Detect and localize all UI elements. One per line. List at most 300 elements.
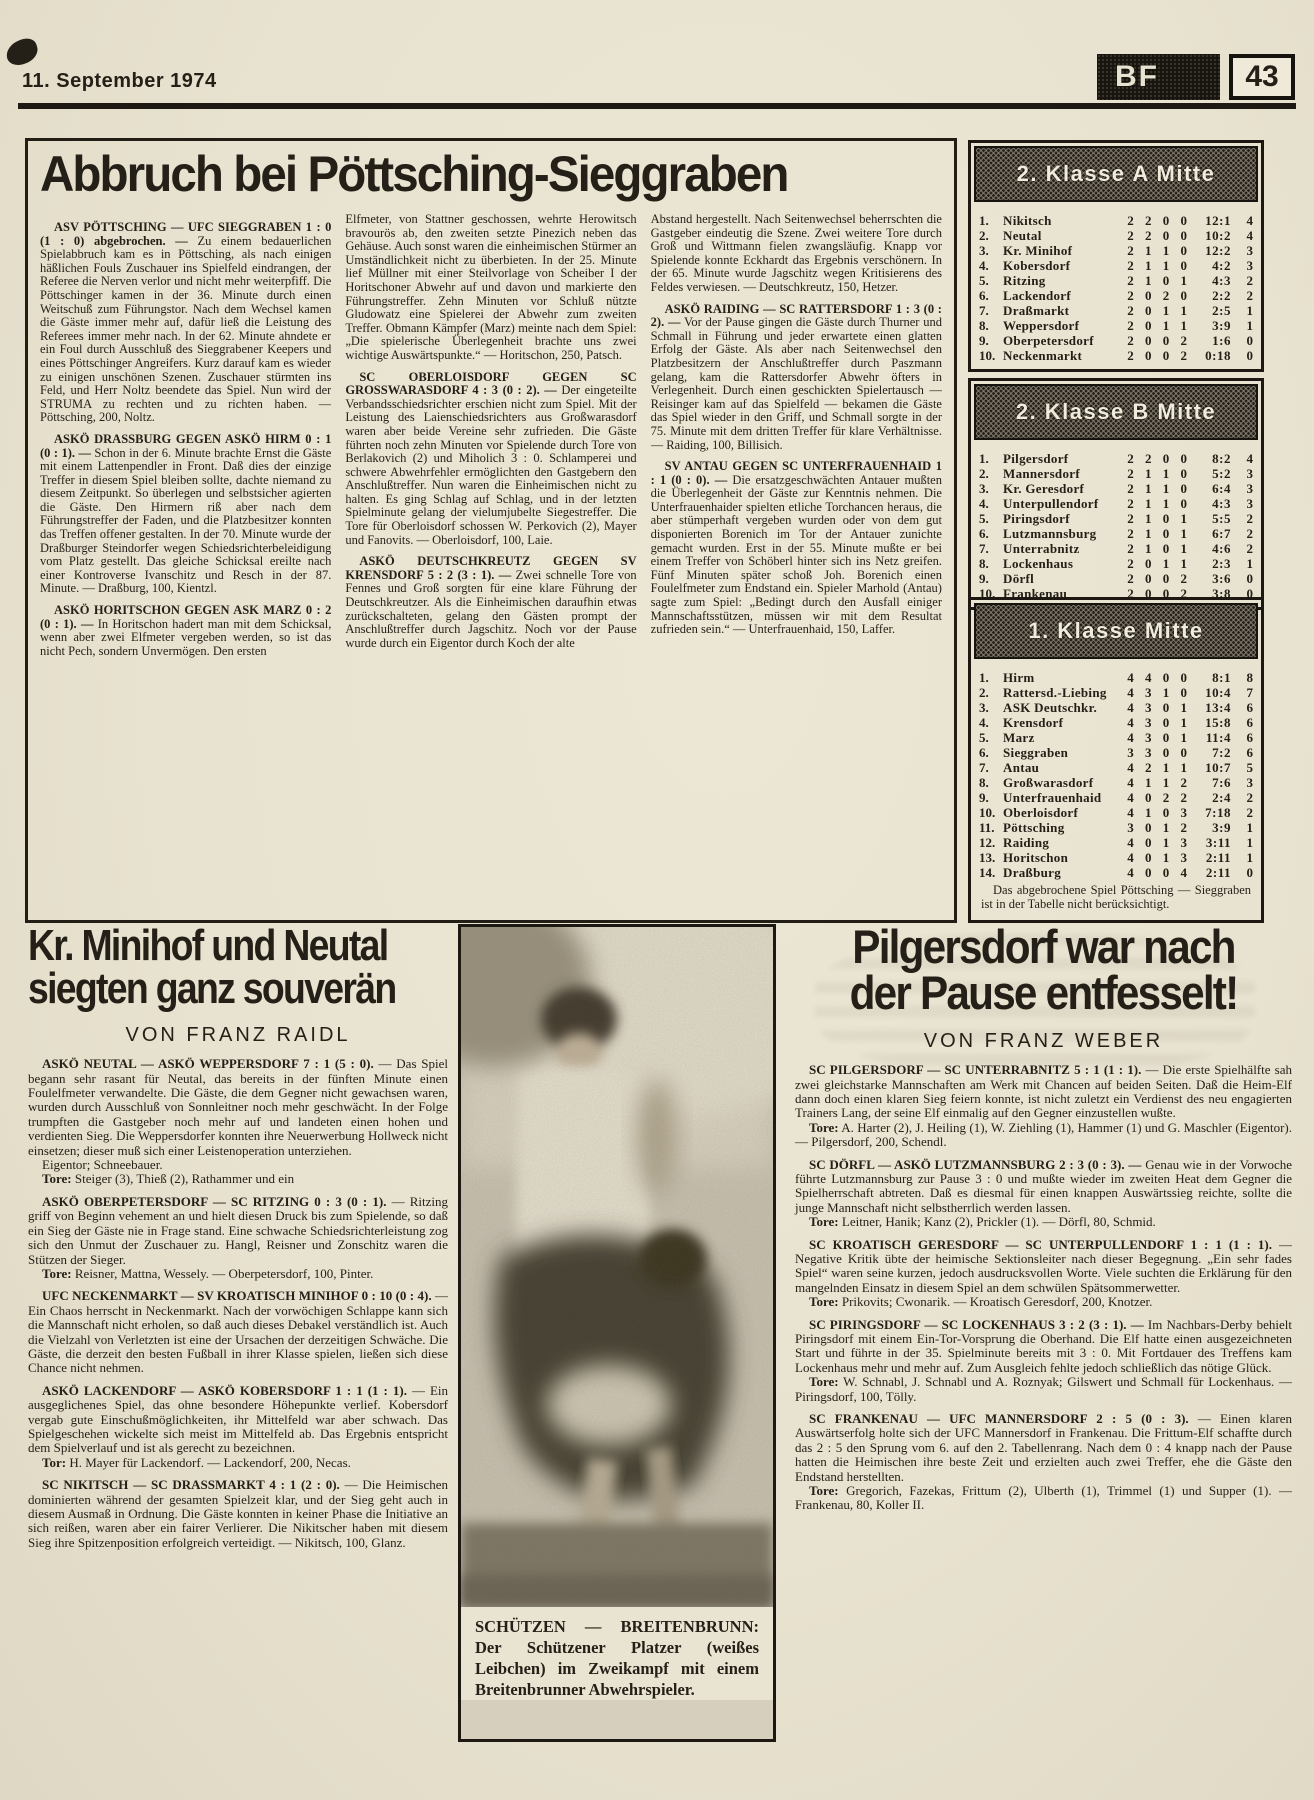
rank: 8. — [979, 556, 989, 571]
table-row — [979, 850, 1253, 865]
goal-ratio: 7:6 — [1212, 775, 1231, 790]
record: 4 0 2 2 — [1127, 790, 1191, 805]
goal-ratio: 15:8 — [1205, 715, 1231, 730]
match-lead: Tor: — [42, 1454, 67, 1470]
rank: 2. — [979, 466, 989, 481]
right-article-body — [795, 1063, 1292, 1513]
points: 7 — [1246, 685, 1253, 700]
left-article-body — [28, 1057, 448, 1550]
record: 2 0 0 2 — [1127, 333, 1191, 348]
goal-ratio: 11:4 — [1205, 730, 1231, 745]
header-rule — [18, 103, 1296, 109]
match-lead: SC FRANKENAU — UFC MANNERSDORF 2 : 5 (0 : 3). — [809, 1411, 1189, 1427]
paragraph-text: W. Schnabl, J. Schnabl und A. Roznyak; Gilswert und Schmall für Lockenhaus. — Piringsdorf, 100, Tölly. — [795, 1374, 1292, 1404]
paragraph-text: Abstand hergestellt. Nach Seitenwechsel beherrschten die Gastgeber eindeutig die Szene. Zwei weitere Tore durch Groß und Wittmann fielen zwangsläufig. Knapp vor Spielende konnte Eckhardt das Ergebnis verschönern. In der 65. Minute wurde Jagschitz wegen Kritisierens des Feldes verwiesen. — Deutschkreutz, 150, Hetzer. — [650, 213, 942, 294]
table-rows — [971, 662, 1261, 882]
paragraph — [651, 303, 942, 453]
record: 2 0 1 1 — [1127, 556, 1191, 571]
paragraph — [795, 1375, 1292, 1404]
team-name: Horitschon — [1003, 850, 1069, 865]
paragraph — [795, 1158, 1292, 1216]
paragraph — [345, 213, 636, 363]
table-row — [979, 571, 1253, 586]
record: 4 3 0 1 — [1127, 700, 1191, 715]
record: 4 1 0 3 — [1127, 805, 1191, 820]
main-article-columns — [28, 205, 954, 658]
table-row — [979, 303, 1253, 318]
main-headline: Abbruch bei Pöttsching-Sieggraben — [40, 146, 788, 202]
record: 2 2 0 0 — [1127, 451, 1191, 466]
goal-ratio: 4:6 — [1212, 541, 1231, 556]
points: 3 — [1246, 481, 1253, 496]
rank: 1. — [979, 451, 989, 466]
match-lead: SC PIRINGSDORF — SC LOCKENHAUS 3 : 2 (3 : 1). — — [809, 1316, 1144, 1332]
match-lead: ASV PÖTTSCHING — UFC SIEGGRABEN 1 : 0 (1 : 0) abgebrochen. — — [40, 220, 332, 248]
match-photo — [461, 927, 773, 1607]
record: 2 2 0 0 — [1127, 228, 1191, 243]
rank: 3. — [979, 481, 989, 496]
table-row — [979, 466, 1253, 481]
paragraph-text: — Negative Kritik übte der heimische Sektionsleiter nach dieser Begegnung. „Ein sehr fades Spiel“ waren seine kurzen, jedoch ausdrucksvollen Worte. Viele suchten die Erklärung für den mangelnden Einsatz in diesem Spiel an dem schwülen Spätsommerwetter. — [795, 1236, 1292, 1295]
points: 4 — [1246, 451, 1253, 466]
left-article-byline: VON FRANZ RAIDL — [125, 1024, 351, 1047]
match-lead: ASKÖ DEUTSCHKREUTZ GEGEN SV KRENSDORF 5 : 2 (3 : 1). — — [345, 554, 637, 582]
record: 4 4 0 0 — [1127, 670, 1191, 685]
record: 2 1 0 1 — [1127, 511, 1191, 526]
ink-speck — [3, 36, 41, 69]
goal-ratio: 8:2 — [1212, 451, 1231, 466]
team-name: Kr. Geresdorf — [1003, 481, 1085, 496]
match-lead: ASKÖ HORITSCHON GEGEN ASK MARZ 0 : 2 (0 : 1). — — [40, 603, 332, 631]
goal-ratio: 10:2 — [1205, 228, 1231, 243]
points: 1 — [1246, 820, 1253, 835]
team-name: Großwarasdorf — [1003, 775, 1094, 790]
team-name: Neckenmarkt — [1003, 348, 1083, 363]
rank: 5. — [979, 730, 989, 745]
team-name: Neutal — [1003, 228, 1042, 243]
rank: 6. — [979, 745, 989, 760]
points: 6 — [1246, 745, 1253, 760]
goal-ratio: 12:1 — [1205, 213, 1231, 228]
paragraph — [28, 1057, 448, 1158]
rank: 8. — [979, 318, 989, 333]
table-row — [979, 790, 1253, 805]
match-lead: Tore: — [809, 1214, 839, 1230]
table-row — [979, 213, 1253, 228]
goal-ratio: 3:9 — [1212, 318, 1231, 333]
paragraph — [795, 1215, 1292, 1229]
team-name: Unterpullendorf — [1003, 496, 1099, 511]
record: 2 1 0 1 — [1127, 273, 1191, 288]
team-name: Kobersdorf — [1003, 258, 1071, 273]
table-row — [979, 451, 1253, 466]
team-name: Nikitsch — [1003, 213, 1052, 228]
team-name: Oberloisdorf — [1003, 805, 1079, 820]
team-name: Antau — [1003, 760, 1040, 775]
goal-ratio: 8:1 — [1212, 670, 1231, 685]
photo-caption-text: Der Schützener Platzer (weißes Leibchen) im Zweikampf mit einem Breitenbrunner Abwehrspieler. — [475, 1638, 759, 1699]
paragraph — [345, 371, 636, 548]
photo-caption — [461, 1607, 773, 1700]
paragraph-text: H. Mayer für Lackendorf. — Lackendorf, 200, Necas. — [69, 1454, 351, 1470]
points: 5 — [1246, 760, 1253, 775]
paragraph — [795, 1121, 1292, 1150]
paragraph — [795, 1318, 1292, 1376]
points: 8 — [1246, 670, 1253, 685]
table-banner — [974, 146, 1258, 202]
table-title: 1. Klasse Mitte — [1028, 618, 1204, 643]
rank: 4. — [979, 496, 989, 511]
record: 4 3 0 1 — [1127, 730, 1191, 745]
rank: 10. — [979, 805, 996, 820]
left-article — [28, 921, 449, 1550]
points: 3 — [1246, 243, 1253, 258]
points: 4 — [1246, 213, 1253, 228]
table-footnote: Das abgebrochene Spiel Pöttsching — Sieggraben ist in der Tabelle nicht berücksichtigt. — [981, 883, 1251, 911]
goal-ratio: 6:4 — [1212, 481, 1231, 496]
record: 4 2 1 1 — [1127, 760, 1191, 775]
paragraph — [28, 1456, 448, 1470]
table-title: 2. Klasse A Mitte — [1016, 161, 1216, 186]
goal-ratio: 2:11 — [1205, 850, 1231, 865]
standings-table-2klasse-a — [968, 140, 1264, 372]
points: 2 — [1246, 541, 1253, 556]
goal-ratio: 6:7 — [1212, 526, 1231, 541]
match-lead: Tore: — [42, 1265, 72, 1281]
rank: 9. — [979, 571, 989, 586]
points: 6 — [1246, 715, 1253, 730]
paragraph-text: Elfmeter, von Stattner geschossen, wehrte Herowitsch bravourös ab, den zweiten setzte Pinezich neben das Gehäuse. Auch sonst waren die einheimischen Stürmer an Umständlichkeit nicht zu überbieten. In der 25. Minute lief Müllner mit einer Steilvorlage von Scheiber I der Horitschoner Abwehr auf und davon und markierte den Führungstreffer. Zehn Minuten vor Schluß nützte Gludowatz eine Spielerei der Abwehr zum zweiten Treffer. Obmann Kämpfer (Marz) meinte nach dem Spiel: „Die spielerische Überlegenheit brachte uns zwei wichtige Auswärtspunkte.“ — Horitschon, 250, Patsch. — [345, 213, 637, 362]
table-row — [979, 805, 1253, 820]
match-lead: SC PILGERSDORF — SC UNTERRABNITZ 5 : 1 (1 : 1). — [809, 1062, 1142, 1078]
points: 2 — [1246, 511, 1253, 526]
record: 2 0 0 2 — [1127, 571, 1191, 586]
table-row — [979, 348, 1253, 363]
table-row — [979, 511, 1253, 526]
team-name: Mannersdorf — [1003, 466, 1080, 481]
rank: 14. — [979, 865, 996, 880]
table-row — [979, 273, 1253, 288]
rank: 1. — [979, 670, 989, 685]
paragraph-text: A. Harter (2), J. Heiling (1), W. Ziehling (1), Hammer (1) und G. Maschler (Eigentor). — Pilgersdorf, 200, Schendl. — [795, 1119, 1292, 1150]
team-name: Raiding — [1003, 835, 1050, 850]
team-name: Lutzmannsburg — [1003, 526, 1097, 541]
paragraph-text: Zwei schnelle Tore von Fennes und Groß sorgten für eine klare Führung der Deutschkreutzer. Als die Einheimischen daraufhin etwas zurückschalteten, gelang den Gästen prompt der Anschlußtreffer durch Jagschitz. Noch vor der Pause wurde durch ein Eigentor durch Koch der alte — [345, 567, 637, 650]
match-lead: ASKÖ OBERPETERSDORF — SC RITZING 0 : 3 (0 : 1). — [42, 1193, 387, 1209]
points: 1 — [1246, 303, 1253, 318]
goal-ratio: 4:3 — [1212, 273, 1231, 288]
points: 3 — [1246, 466, 1253, 481]
paragraph-text: Steiger (3), Thieß (2), Rathammer und ein — [74, 1171, 295, 1187]
table-banner — [974, 384, 1258, 440]
goal-ratio: 2:3 — [1212, 556, 1231, 571]
standings-table-1klasse — [968, 597, 1264, 923]
team-name: Lockenhaus — [1003, 556, 1074, 571]
main-article-column-2 — [345, 213, 636, 658]
goal-ratio: 3:9 — [1212, 820, 1231, 835]
rank: 6. — [979, 526, 989, 541]
table-row — [979, 700, 1253, 715]
record: 4 0 0 4 — [1127, 865, 1191, 880]
table-row — [979, 556, 1253, 571]
paragraph-text: Genau wie in der Vorwoche führte Lutzmannsburg zur Pause 3 : 0 und mußte wieder im zweiten Heat dem Gegner die Spielherrschaft abtreten. Daß es diesmal für einen knappen Auswärtssieg reichte, sollte die junge Mannschaft nicht selbstherrlich werden lassen. — [795, 1156, 1293, 1215]
paragraph-text: — Ein ausgeglichenes Spiel, das ohne besondere Höhepunkte verlief. Kobersdorf vergab gute Einschußmöglichkeiten, ihr Mittelfeld war aber schwach. Das Spielgeschehen wickelte sich meist im Mittelfeld ab. Das Ergebnis entspricht dem Spielverlauf und ist als gerecht zu bezeichnen. — [28, 1382, 448, 1456]
paragraph-text: Leitner, Hanik; Kanz (2), Prickler (1). — Dörfl, 80, Schmid. — [841, 1214, 1156, 1230]
paragraph — [28, 1384, 448, 1456]
table-row — [979, 775, 1253, 790]
team-name: Rattersd.-Liebing — [1003, 685, 1107, 700]
goal-ratio: 3:11 — [1205, 835, 1231, 850]
goal-ratio: 3:6 — [1212, 571, 1231, 586]
table-row — [979, 760, 1253, 775]
goal-ratio: 10:7 — [1205, 760, 1231, 775]
team-name: ASK Deutschkr. — [1003, 700, 1098, 715]
main-article-column-3 — [651, 213, 942, 658]
match-lead: Tore: — [809, 1483, 839, 1499]
points: 3 — [1246, 258, 1253, 273]
table-row — [979, 333, 1253, 348]
edition-badge-label: BF — [1115, 60, 1159, 93]
table-title: 2. Klasse B Mitte — [1015, 399, 1217, 424]
paragraph — [795, 1412, 1292, 1484]
record: 2 0 0 2 — [1127, 586, 1191, 601]
rank: 12. — [979, 835, 996, 850]
table-row — [979, 745, 1253, 760]
points: 3 — [1246, 775, 1253, 790]
record: 2 1 1 0 — [1127, 481, 1191, 496]
points: 2 — [1246, 805, 1253, 820]
goal-ratio: 2:5 — [1212, 303, 1231, 318]
team-name: Marz — [1003, 730, 1035, 745]
goal-ratio: 7:2 — [1212, 745, 1231, 760]
points: 6 — [1246, 730, 1253, 745]
rank: 1. — [979, 213, 989, 228]
match-lead: ASKÖ NEUTAL — ASKÖ WEPPERSDORF 7 : 1 (5 : 0). — [42, 1056, 374, 1072]
left-article-headline-line2: siegten ganz souverän — [28, 964, 396, 1014]
paragraph — [795, 1238, 1292, 1296]
match-lead: Tore: — [809, 1374, 839, 1390]
paragraph-text: — Ritzing griff von Beginn vehement an und hielt diesen Druck bis zum Spielende, so daß ein Sieg der Gäste nie in Frage stand. Eine schwache Schiedsrichterleistung zog sich den Unmut der Zuschauer zu. Hangl, Reisner und Zonschitz waren die Stützen der Sieger. — [28, 1193, 449, 1267]
record: 2 1 0 1 — [1127, 541, 1191, 556]
team-name: Weppersdorf — [1003, 318, 1080, 333]
paragraph-text: Der eingeteilte Verbandsschiedsrichter erschien nicht zum Spiel. Mit der Leistung des Laienschiedsrichters aus Großwarasdorf waren aber beide Vereine sehr zufrieden. Die Gäste führten noch zehn Minuten vor Spielende durch Tore von Berlakovich (2) und Miholich 3 : 0. Schlamperei und schwere Abwehrfehler ermöglichten den Gastgebern den Anschlußtreffer. Nun waren die Einheimischen nicht zu halten. Es ging Schlag auf Schlag, und in der letzten Spielminute gelang der vielumjubelte Siegestreffer. Die Tore für Oberloisdorf schossen W. Perkovich (2), Mayer und Fanovits. — Oberloisdorf, 100, Laie. — [345, 383, 637, 547]
photo-caption-lead: SCHÜTZEN — BREITENBRUNN: — [475, 1617, 759, 1636]
points: 0 — [1246, 865, 1253, 880]
table-row — [979, 496, 1253, 511]
table-row — [979, 835, 1253, 850]
table-rows — [971, 443, 1261, 607]
team-name: Frankenau — [1003, 586, 1068, 601]
paragraph-text: Zu einem bedauerlichen Spielabbruch kam es in Pöttsching, als nach einigen häßlichen Fouls Zuschauer ins Spielfeld eindrangen, der Referee die Nerven verlor und nicht mehr weiterpfiff. Die Pöttschinger kamen in der 36. Minute durch einen Weitschuß zum Führungstor. Nach dem Wechsel kamen die Gäste immer mehr auf, dafür ließ die Leistung des Referees immer mehr nach. In der 62. Minute ahndete er ein Foul durch Ausschluß des Sieggrabener Keepers und eines Pöttschinger Angreifers. Kurz darauf kam es wieder zu einigen unschönen Szenen. Zuschauer stürmten ins Feld, und Herr Noltz beendete das Spiel. Nun wird der STRUMA zu rechten und zu richten haben. — Pöttsching, 200, Noltz. — [40, 233, 332, 425]
goal-ratio: 7:18 — [1205, 805, 1231, 820]
rank: 9. — [979, 333, 989, 348]
record: 3 0 1 2 — [1127, 820, 1191, 835]
rank: 8. — [979, 775, 989, 790]
record: 4 0 1 3 — [1127, 835, 1191, 850]
paragraph — [28, 1195, 448, 1267]
table-row — [979, 865, 1253, 880]
table-row — [979, 318, 1253, 333]
standings-table-2klasse-b — [968, 378, 1264, 610]
paragraph-text: Gregorich, Fazekas, Frittum (2), Ulberth (1), Trimmel (1) und Supper (1). — Frankenau, 80, Koller II. — [795, 1483, 1293, 1513]
points: 0 — [1246, 348, 1253, 363]
team-name: Draßburg — [1003, 865, 1062, 880]
match-lead: ASKÖ LACKENDORF — ASKÖ KOBERSDORF 1 : 1 (1 : 1). — [42, 1382, 407, 1398]
points: 1 — [1246, 850, 1253, 865]
photo-box — [458, 924, 776, 1742]
goal-ratio: 0:18 — [1205, 348, 1231, 363]
table-row — [979, 730, 1253, 745]
record: 2 0 0 2 — [1127, 348, 1191, 363]
rank: 7. — [979, 303, 989, 318]
paragraph — [28, 1267, 448, 1281]
rank: 2. — [979, 228, 989, 243]
rank: 4. — [979, 715, 989, 730]
edition-badge — [1097, 54, 1220, 100]
rank: 2. — [979, 685, 989, 700]
table-row — [979, 715, 1253, 730]
paragraph — [28, 1478, 448, 1550]
match-lead: SC DÖRFL — ASKÖ LUTZMANNSBURG 2 : 3 (0 : 3). — — [809, 1156, 1142, 1172]
paragraph — [795, 1484, 1292, 1513]
team-name: Oberpetersdorf — [1003, 333, 1094, 348]
paragraph — [651, 213, 942, 295]
team-name: Unterrabnitz — [1003, 541, 1080, 556]
match-lead: ASKÖ DRASSBURG GEGEN ASKÖ HIRM 0 : 1 (0 : 1). — — [40, 431, 332, 460]
rank: 6. — [979, 288, 989, 303]
match-lead: Tore: — [42, 1171, 72, 1187]
record: 2 1 1 0 — [1127, 258, 1191, 273]
goal-ratio: 4:3 — [1212, 496, 1231, 511]
rank: 10. — [979, 586, 996, 601]
paragraph — [28, 1158, 448, 1172]
match-lead: Tore: — [809, 1294, 839, 1310]
record: 2 1 1 0 — [1127, 466, 1191, 481]
team-name: Piringsdorf — [1003, 511, 1070, 526]
match-lead: SC NIKITSCH — SC DRASSMARKT 4 : 1 (2 : 0). — [42, 1477, 340, 1493]
record: 4 3 0 1 — [1127, 715, 1191, 730]
match-lead: SV ANTAU GEGEN SC UNTERFRAUENHAID 1 : 1 (0 : 0). — — [650, 459, 942, 487]
right-article-byline: VON FRANZ WEBER — [923, 1030, 1164, 1053]
paragraph-text: — Einen klaren Auswärtserfolg holte sich der UFC Mannersdorf in Frankenau. Die Frittum-Elf schaffte durch das 2 : 5 den Sprung vom 6. auf den 2. Tabellenrang. Nach dem 0 : 4 knapp nach der Pause hatten die Heimischen ihre beste Zeit und erzielten auch zwei Treffer, ehe die Gäste den Endstand herstellten. — [795, 1411, 1292, 1484]
record: 4 3 1 0 — [1127, 685, 1191, 700]
rank: 13. — [979, 850, 996, 865]
paragraph — [795, 1295, 1292, 1309]
points: 2 — [1246, 273, 1253, 288]
record: 2 1 1 0 — [1127, 243, 1191, 258]
rank: 3. — [979, 700, 989, 715]
table-row — [979, 670, 1253, 685]
right-article — [795, 920, 1293, 1513]
main-article — [25, 138, 957, 923]
points: 2 — [1246, 288, 1253, 303]
team-name: Ritzing — [1003, 273, 1046, 288]
record: 2 0 1 1 — [1127, 318, 1191, 333]
points: 2 — [1246, 526, 1253, 541]
table-row — [979, 228, 1253, 243]
goal-ratio: 10:4 — [1205, 685, 1231, 700]
goal-ratio: 13:4 — [1205, 700, 1231, 715]
record: 2 2 0 0 — [1127, 213, 1191, 228]
table-banner — [974, 603, 1258, 659]
points: 3 — [1246, 496, 1253, 511]
paragraph — [28, 1172, 448, 1186]
rank: 5. — [979, 273, 989, 288]
paragraph-text: — Das Spiel begann sehr rasant für Neutal, das bereits in der fünften Minute einen Foulelfmeter verwandelte. Die Gäste, die dem Gegner nicht gewachsen waren, wurden durch Ausschluß von Sonnleitner noch mehr geschwächt. In der Folge trumpften die Gastgeber noch mehr auf und landeten einen hohen und verdienten Sieg. Die Weppersdorfer konnten ihre Neuerwerbung Hollweck nicht einsetzen; dieser muß sich einer Leistenoperation unterziehen. — [28, 1056, 449, 1158]
record: 4 0 1 3 — [1127, 850, 1191, 865]
points: 1 — [1246, 556, 1253, 571]
paragraph — [40, 433, 331, 596]
goal-ratio: 2:11 — [1205, 865, 1231, 880]
points: 1 — [1246, 835, 1253, 850]
right-article-headline-line1: Pilgersdorf war nach — [852, 920, 1235, 973]
table-row — [979, 288, 1253, 303]
rank: 10. — [979, 348, 996, 363]
points: 1 — [1246, 318, 1253, 333]
match-lead: Tore: — [809, 1119, 839, 1135]
table-rows — [971, 205, 1261, 369]
paragraph-text: Eigentor; Schneebauer. — [42, 1157, 163, 1173]
rank: 7. — [979, 541, 989, 556]
team-name: Hirm — [1003, 670, 1035, 685]
goal-ratio: 3:8 — [1212, 586, 1231, 601]
match-lead: SC KROATISCH GERESDORF — SC UNTERPULLENDORF 1 : 1 (1 : 1). — [809, 1236, 1273, 1252]
page-date: 11. September 1974 — [22, 70, 217, 92]
paragraph-text: Reisner, Mattna, Wessely. — Oberpetersdorf, 100, Pinter. — [74, 1265, 374, 1281]
table-row — [979, 243, 1253, 258]
goal-ratio: 2:2 — [1212, 288, 1231, 303]
team-name: Sieggraben — [1003, 745, 1069, 760]
goal-ratio: 5:2 — [1212, 466, 1231, 481]
paragraph-text: — Ein Chaos herrscht in Neckenmarkt. Nach der vorwöchigen Schlappe kann sich die Mannschaft nicht erholen, so daß auch dieses Debakel verständlich ist. Auch die Vielzahl von Verletzten ist eine der Ursachen der derzeitigen Schwäche. Die Gäste, die derzeit den besten Fußball in ihrer Klasse spielen, ließen sich diese Chance nicht nehmen. — [28, 1288, 448, 1376]
match-lead: UFC NECKENMARKT — SV KROATISCH MINIHOF 0 : 10 (0 : 4). — [42, 1288, 432, 1304]
goal-ratio: 12:2 — [1205, 243, 1231, 258]
record: 2 1 1 0 — [1127, 496, 1191, 511]
page-number: 43 — [1229, 54, 1295, 100]
left-article-headline-line1: Kr. Minihof und Neutal — [28, 921, 388, 970]
team-name: Kr. Minihof — [1003, 243, 1073, 258]
goal-ratio: 1:6 — [1212, 333, 1231, 348]
team-name: Unterfrauenhaid — [1003, 790, 1102, 805]
team-name: Draßmarkt — [1003, 303, 1070, 318]
paragraph-text: Vor der Pause gingen die Gäste durch Thurner und Schmall in Führung und jeder erwartete einen glatten Erfolg der Gäste. Als aber nach Seitenwechsel den Platzbesitzern der Anschlußtreffer durch Paszmann gelang, kam die Rattersdorfer Abwehr öfters in Verlegenheit. Durch einen geschickten Spielertausch — Reisinger kam auf das Spielfeld — bekamen die Gäste das Spiel wieder in den Griff, und Schmall sorgte in der 75. Minute mit dem dritten Treffer für klare Verhältnisse. — Raiding, 100, Billisich. — [650, 315, 942, 452]
goal-ratio: 4:2 — [1212, 258, 1231, 273]
points: 0 — [1246, 586, 1253, 601]
paragraph — [40, 221, 331, 425]
paragraph — [28, 1289, 448, 1375]
points: 0 — [1246, 333, 1253, 348]
table-row — [979, 685, 1253, 700]
paragraph-text: — Die Heimischen dominierten während der gesamten Spielzeit klar, und der Sieg geht auch in diesem Ausmaß in Ordnung. Die Gäste konnten in keiner Phase die Initiative an sich reißen, waren aber ein fairer Verlierer. Die Nikitscher haben mit diesem Sieg ihre Spitzenposition erfolgreich verteidigt. — Nikitsch, 100, Glanz. — [28, 1477, 448, 1550]
rank: 7. — [979, 760, 989, 775]
team-name: Pöttsching — [1003, 820, 1065, 835]
table-row — [979, 258, 1253, 273]
paragraph-text: — Die erste Spielhälfte sah zwei gleichstarke Mannschaften am Werk mit Chancen auf beiden Seiten. Daß die Heim-Elf dann doch einen klaren Sieg feiern konnte, ist nicht zuletzt ein Verdienst des neu engagierten Trainers Lang, der seine Elf einmalig auf den Gegner einzustellen wußte. — [795, 1062, 1292, 1121]
right-article-headline-line2: der Pause entfesselt! — [849, 966, 1238, 1020]
rank: 5. — [979, 511, 989, 526]
rank: 3. — [979, 243, 989, 258]
record: 3 3 0 0 — [1127, 745, 1191, 760]
main-article-column-1 — [40, 213, 331, 658]
paragraph-text: Prikovits; Cwonarik. — Kroatisch Geresdorf, 200, Knotzer. — [841, 1294, 1153, 1310]
paragraph-text: In Horitschon hadert man mit dem Schicksal, wenn aber zwei Elfmeter vergeben werden, so ist das nicht Pech, sondern Unvermögen. Den ersten — [40, 616, 332, 658]
points: 2 — [1246, 790, 1253, 805]
match-lead: SC OBERLOISDORF GEGEN SC GROSSWARASDORF 4 : 3 (0 : 2). — — [345, 369, 637, 398]
points: 6 — [1246, 700, 1253, 715]
team-name: Krensdorf — [1003, 715, 1064, 730]
paragraph — [651, 460, 942, 637]
table-row — [979, 541, 1253, 556]
